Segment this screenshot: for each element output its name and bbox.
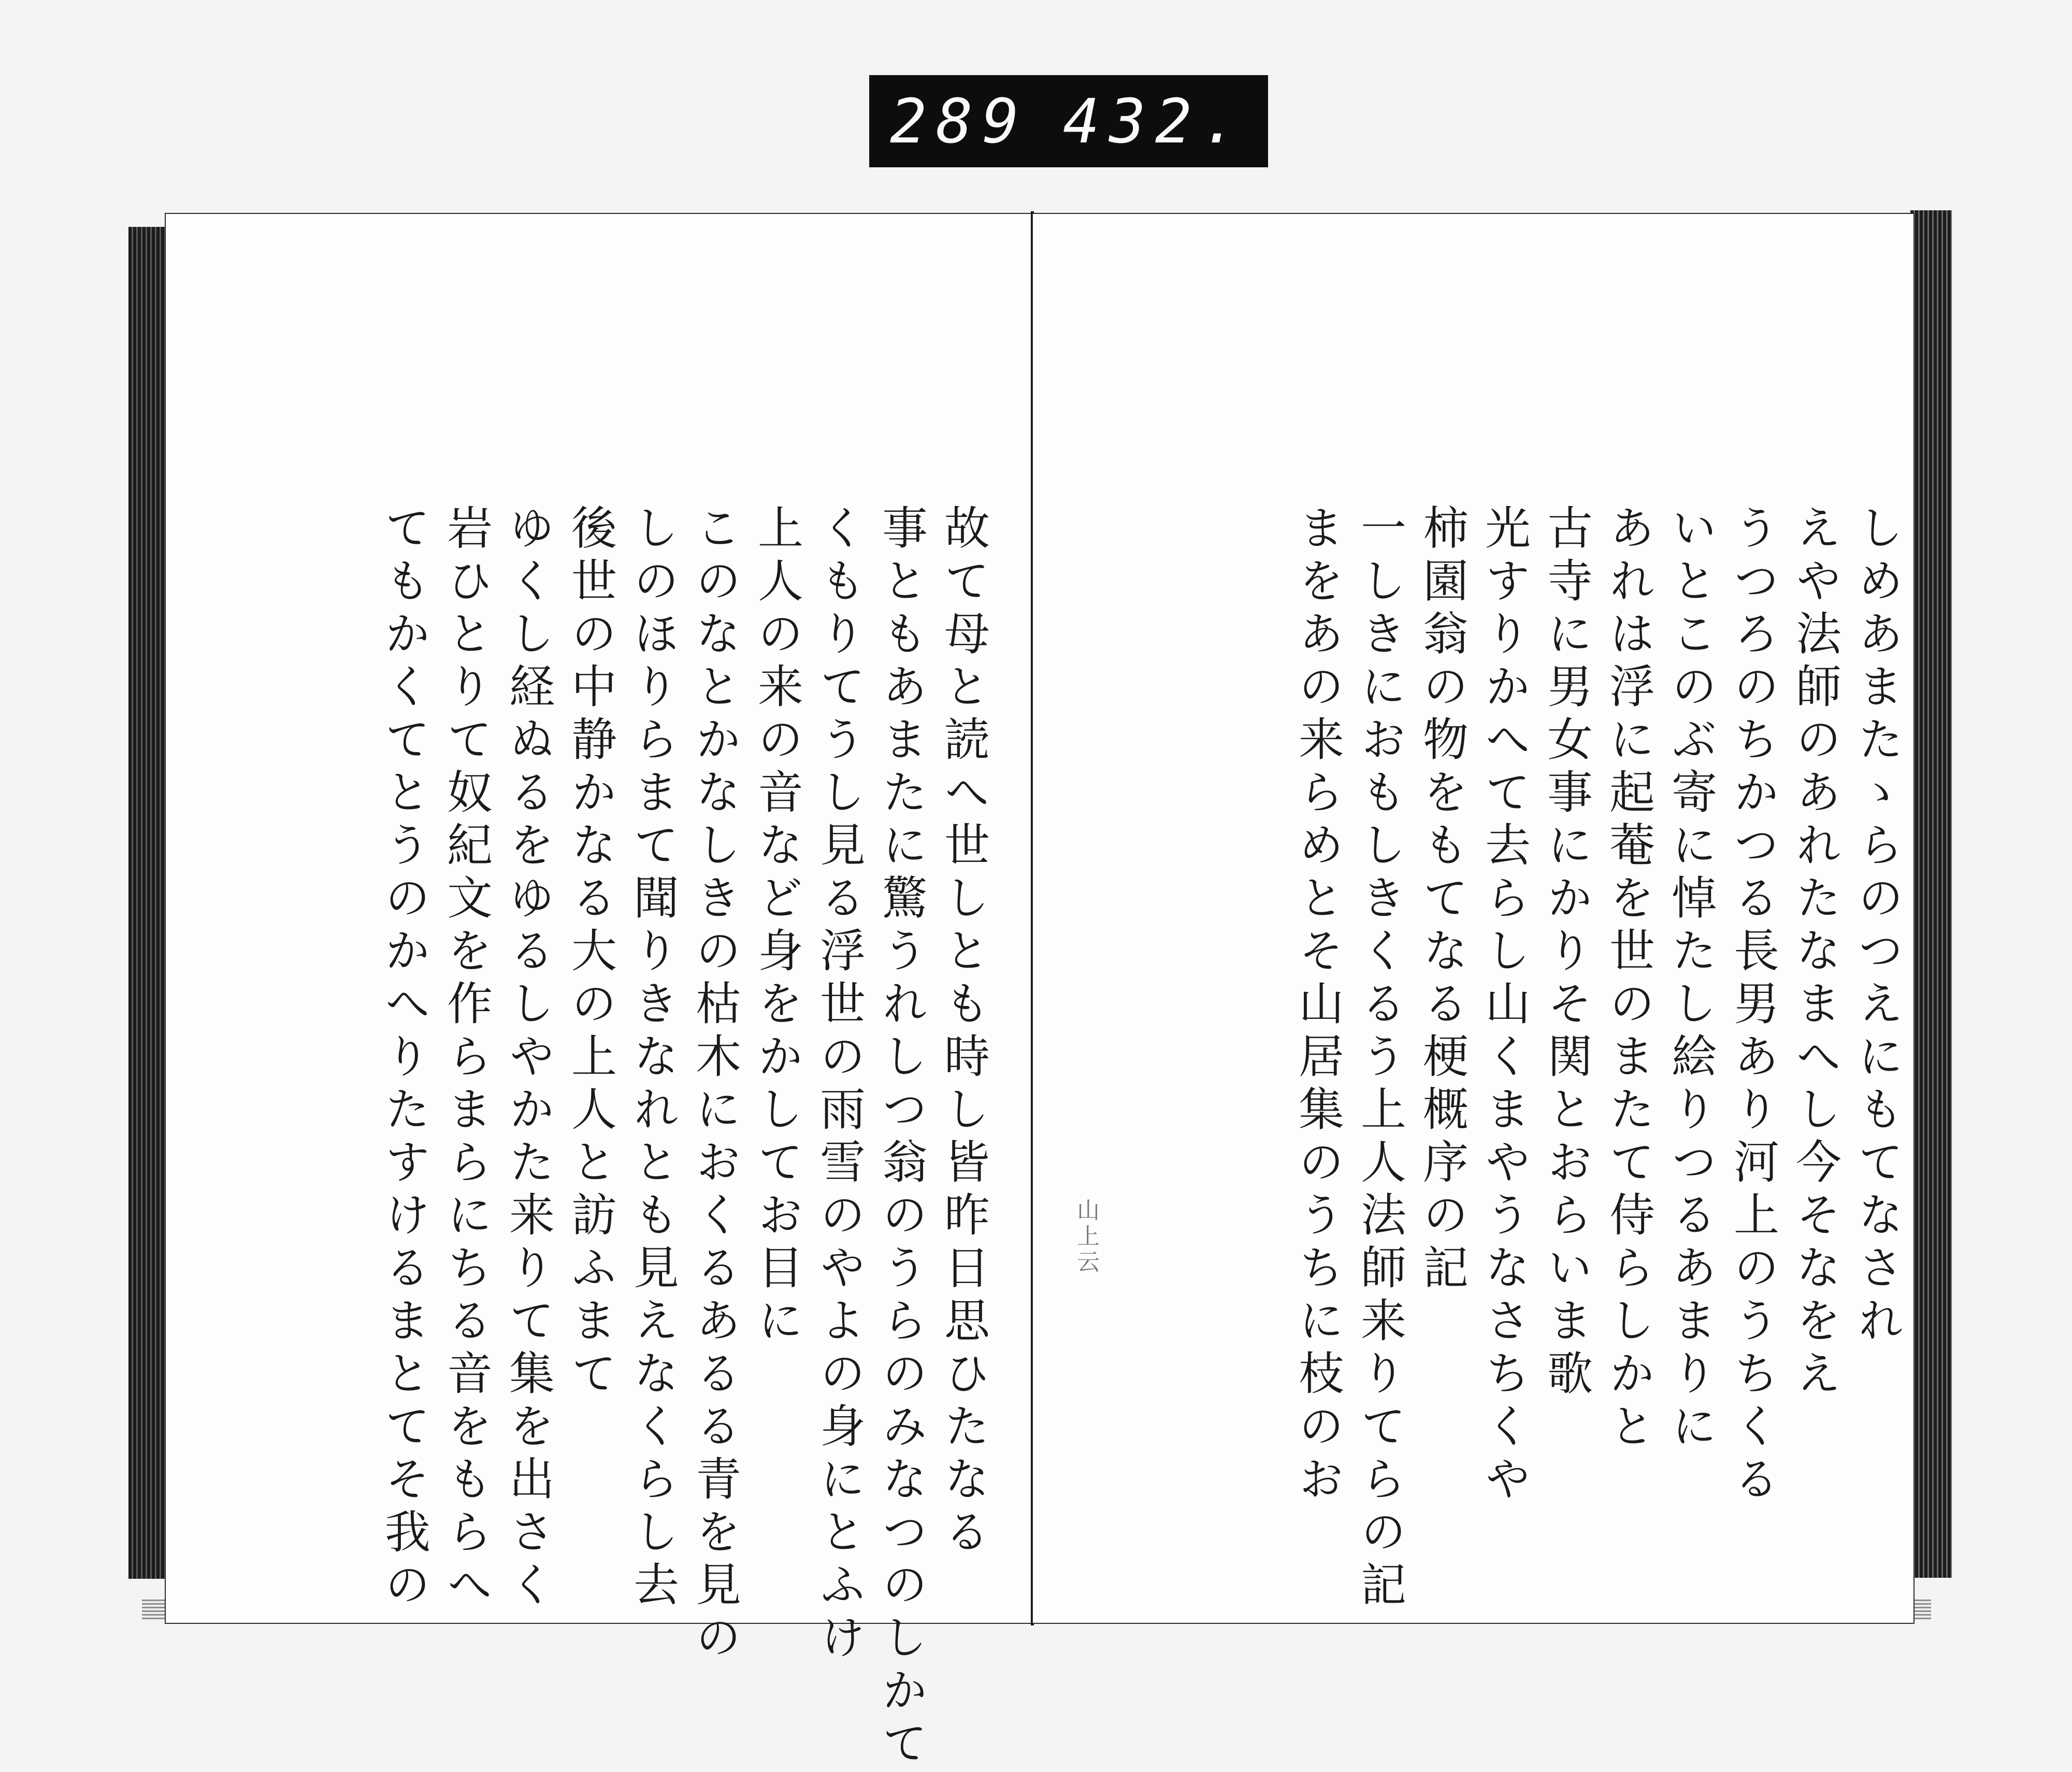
text-column: 後世の中静かなる大の上人と訪ふまて bbox=[564, 504, 617, 1402]
book-spine-left bbox=[128, 227, 166, 1579]
text-column: 一しきにおもしきくるう上人法師来りてらの記 bbox=[1354, 504, 1407, 1613]
text-column: うつろのちかつる長男あり河上のうちくる bbox=[1726, 504, 1780, 1508]
text-column: 上人の来の音など身をかしてお目に bbox=[751, 504, 804, 1349]
text-column: いとこのぶ寄に悼たし絵りつるあまりに bbox=[1664, 504, 1718, 1455]
text-column: 古寺に男女事にかりそ関とおらいま歌 bbox=[1540, 504, 1593, 1402]
text-column: くもりてうし見る浮世の雨雪のやよの身にとふけ bbox=[813, 504, 866, 1666]
frame-number-right: 432. bbox=[1062, 85, 1247, 157]
text-column: あれは浮に起菴を世のまたて侍らしかと bbox=[1602, 504, 1656, 1455]
frame-label bbox=[869, 75, 1268, 167]
book-spine-right bbox=[1910, 210, 1952, 1578]
text-column: しのほりらまて聞りきなれとも見えなくらし去 bbox=[626, 504, 680, 1613]
frame-number-left: 289 bbox=[890, 85, 1029, 157]
left-page bbox=[166, 214, 1031, 1772]
margin-note: 山上云 bbox=[1073, 1198, 1099, 1276]
right-page bbox=[1033, 214, 1913, 1623]
text-column: てもかくてとうのかへりたすけるまとてそ我の bbox=[378, 504, 431, 1613]
text-column: 柿園翁の物をもてなる梗概序の記 bbox=[1416, 504, 1469, 1296]
open-book bbox=[128, 201, 1952, 1772]
text-column: ゆくし経ぬるをゆるしやかた来りて集を出さく bbox=[502, 504, 555, 1613]
text-column: 光すりかへて去らし山くまやうなさちくや bbox=[1478, 504, 1531, 1508]
text-column: えや法師のあれたなまへし今そなをえ bbox=[1789, 504, 1842, 1402]
text-column: 岩ひとりて奴紀文を作らまらにちる音をもらへ bbox=[440, 504, 493, 1613]
text-column: 故て母と読へ世しとも時し皆昨日思ひたなる bbox=[937, 504, 990, 1561]
text-column: 事ともあまたに驚うれしつ翁のうらのみなつのしかて bbox=[875, 504, 928, 1772]
text-column: このなとかなしきの枯木におくるあるる青を見の bbox=[688, 504, 742, 1666]
text-column: まをあの来らめとそ山居集のうちに枝のお bbox=[1291, 504, 1345, 1508]
text-column: しめあまたゝらのつえにもてなされ bbox=[1851, 504, 1904, 1349]
